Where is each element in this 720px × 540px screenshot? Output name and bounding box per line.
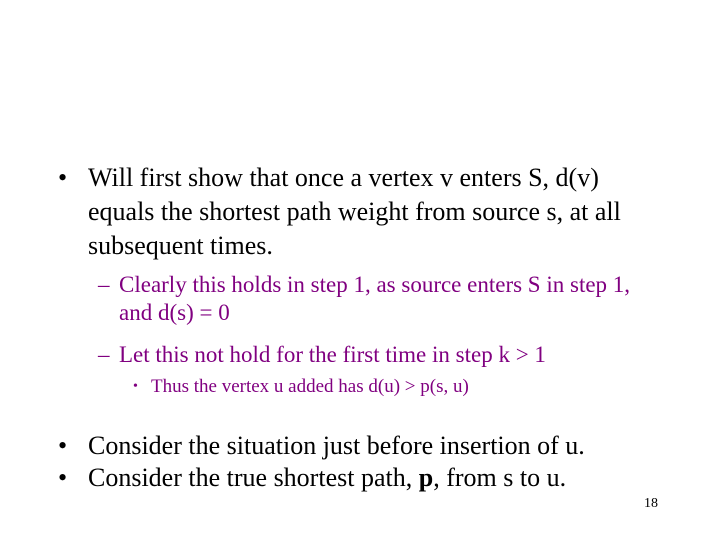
bullet-text: [88, 461, 678, 495]
page-number: 18: [644, 496, 658, 511]
bullet-text: Consider the situation just before insertion of u.: [88, 431, 585, 460]
path-variable: p: [418, 463, 434, 492]
bullet-marker: •: [58, 163, 68, 192]
sub-bullet-text: Let this not hold for the first time in step k > 1: [119, 342, 546, 367]
sub-sub-bullet-text: Thus the vertex u added has d(u) > p(s, u): [151, 376, 469, 397]
bullet-marker: •: [133, 379, 138, 394]
dash-marker: –: [98, 342, 110, 367]
dash-marker: –: [98, 272, 110, 297]
sub-bullet-item: [98, 341, 668, 369]
bullet-text: Will first show that once a vertex v enters S, d(v) equals the shortest path weight from source s, at all subsequent times.: [88, 163, 621, 260]
bullet-item: [58, 461, 678, 495]
sub-bullet-text: Clearly this holds in step 1, as source enters S in step 1, and d(s) = 0: [119, 272, 631, 325]
bullet-marker: •: [58, 463, 68, 492]
sub-sub-bullet-item: [133, 375, 673, 399]
bullet-marker: •: [58, 431, 68, 460]
bullet-text-part: , from s to u.: [433, 463, 567, 492]
bullet-item: [58, 161, 658, 263]
sub-bullet-item: [98, 271, 668, 327]
bullet-text-part: Consider the true shortest path,: [88, 463, 419, 492]
bullet-item: [58, 429, 678, 463]
